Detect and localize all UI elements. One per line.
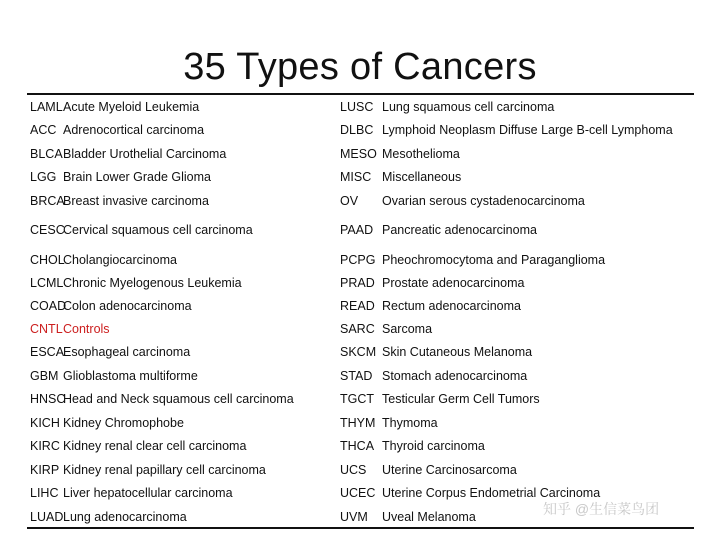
cancer-name: Uterine Corpus Endometrial Carcinoma xyxy=(382,486,601,500)
page-title: 35 Types of Cancers xyxy=(183,46,537,88)
cancer-code: TGCT xyxy=(340,392,375,406)
cancer-name: Acute Myeloid Leukemia xyxy=(63,100,200,114)
cancer-code: BRCA xyxy=(30,194,65,208)
cancer-name: Thyroid carcinoma xyxy=(382,439,485,453)
cancer-name: Lung adenocarcinoma xyxy=(63,510,187,524)
cancer-code: MESO xyxy=(340,147,377,161)
cancer-code: KICH xyxy=(30,416,60,430)
cancer-name: Cholangiocarcinoma xyxy=(63,253,177,267)
cancer-name: Uveal Melanoma xyxy=(382,510,476,524)
cancer-code: CESC xyxy=(30,223,65,237)
cancer-name: Lung squamous cell carcinoma xyxy=(382,100,555,114)
cancer-name: Mesothelioma xyxy=(382,147,460,161)
cancer-code: SKCM xyxy=(340,345,377,359)
cancer-code: COAD xyxy=(30,299,67,313)
cancer-name: Pheochromocytoma and Paraganglioma xyxy=(382,253,606,267)
cancer-name: Adrenocortical carcinoma xyxy=(63,123,205,137)
cancer-name: Skin Cutaneous Melanoma xyxy=(382,345,533,359)
cancer-code: DLBC xyxy=(340,123,374,137)
cancer-name: Liver hepatocellular carcinoma xyxy=(63,486,233,500)
cancer-name: Colon adenocarcinoma xyxy=(63,299,192,313)
cancer-code: THYM xyxy=(340,416,376,430)
cancer-name: Esophageal carcinoma xyxy=(63,345,191,359)
cancer-code: UCS xyxy=(340,463,367,477)
cancer-code: PAAD xyxy=(340,223,374,237)
cancer-code: ACC xyxy=(30,123,57,137)
cancer-name: Rectum adenocarcinoma xyxy=(382,299,521,313)
cancer-name: Pancreatic adenocarcinoma xyxy=(382,223,537,237)
cancer-code: LCML xyxy=(30,276,64,290)
watermark: 知乎 @生信菜鸟团 xyxy=(543,501,660,517)
cancer-name: Glioblastoma multiforme xyxy=(63,369,198,383)
cancer-code: KIRP xyxy=(30,463,60,477)
top-rule xyxy=(27,93,694,95)
cancer-code: UVM xyxy=(340,510,368,524)
cancer-code: LGG xyxy=(30,170,57,184)
cancer-code: OV xyxy=(340,194,359,208)
cancer-name: Prostate adenocarcinoma xyxy=(382,276,525,290)
cancer-name: Cervical squamous cell carcinoma xyxy=(63,223,253,237)
cancer-name: Kidney renal clear cell carcinoma xyxy=(63,439,247,453)
cancer-code: SARC xyxy=(340,322,375,336)
cancer-code: KIRC xyxy=(30,439,60,453)
cancer-name: Thymoma xyxy=(382,416,438,430)
cancer-name: Miscellaneous xyxy=(382,170,462,184)
cancer-name: Brain Lower Grade Glioma xyxy=(63,170,211,184)
cancer-code: LAML xyxy=(30,100,63,114)
cancer-name: Stomach adenocarcinoma xyxy=(382,369,528,383)
cancer-code: CHOL xyxy=(30,253,65,267)
cancer-name: Ovarian serous cystadenocarcinoma xyxy=(382,194,585,208)
cancer-code: PCPG xyxy=(340,253,376,267)
cancer-name: Testicular Germ Cell Tumors xyxy=(382,392,540,406)
cancer-code: CNTL xyxy=(30,322,63,336)
cancer-name: Uterine Carcinosarcoma xyxy=(382,463,517,477)
cancer-code: READ xyxy=(340,299,375,313)
cancer-code: THCA xyxy=(340,439,375,453)
cancer-code: LUSC xyxy=(340,100,374,114)
cancer-name: Head and Neck squamous cell carcinoma xyxy=(63,392,294,406)
cancer-name: Sarcoma xyxy=(382,322,433,336)
cancer-code: UCEC xyxy=(340,486,376,500)
bottom-rule xyxy=(27,527,694,529)
cancer-code: LUAD xyxy=(30,510,64,524)
cancer-name: Kidney renal papillary cell carcinoma xyxy=(63,463,266,477)
cancer-name: Kidney Chromophobe xyxy=(63,416,184,430)
cancer-code: ESCA xyxy=(30,345,65,359)
cancer-code: MISC xyxy=(340,170,372,184)
cancer-code: HNSC xyxy=(30,392,66,406)
cancer-name: Chronic Myelogenous Leukemia xyxy=(63,276,242,290)
cancer-code: PRAD xyxy=(340,276,375,290)
cancer-name: Bladder Urothelial Carcinoma xyxy=(63,147,227,161)
cancer-name: Breast invasive carcinoma xyxy=(63,194,209,208)
cancer-name: Lymphoid Neoplasm Diffuse Large B-cell Lymphoma xyxy=(382,123,673,137)
cancer-code: LIHC xyxy=(30,486,59,500)
cancer-name: Controls xyxy=(63,322,110,336)
cancer-code: GBM xyxy=(30,369,59,383)
cancer-code: STAD xyxy=(340,369,373,383)
cancer-code: BLCA xyxy=(30,147,63,161)
